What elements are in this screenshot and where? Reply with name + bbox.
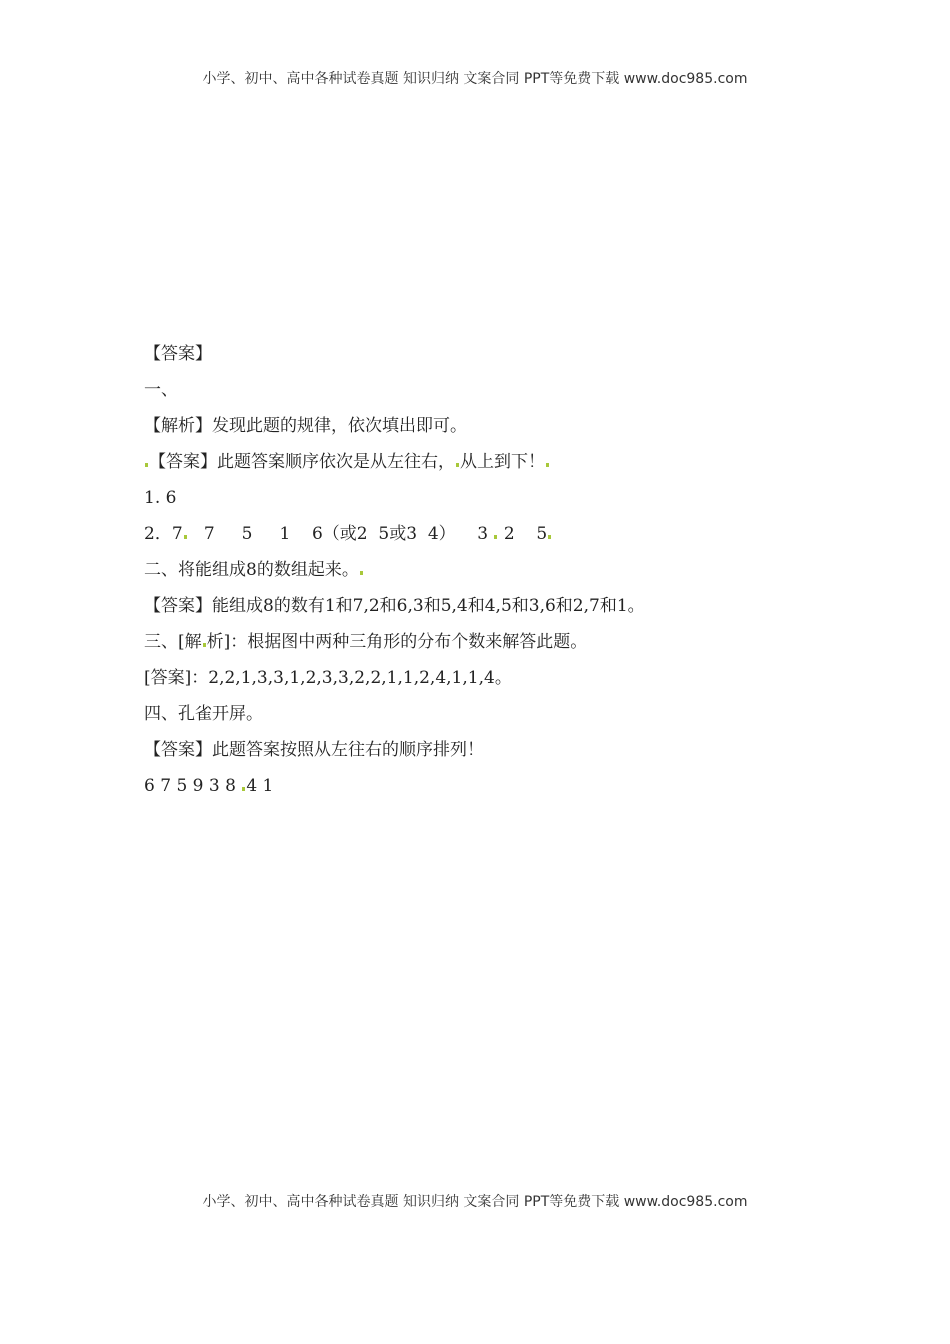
section-one-analysis: 【解析】发现此题的规律，依次填出即可。 [144, 416, 467, 436]
answer-heading: 【答案】 [144, 344, 212, 364]
answer-item-2: 2．7 7 5 1 6（或2 5或3 4） 3 2 5 [144, 520, 844, 556]
section-three-answer: [答案]：2,2,1,3,3,1,2,3,3,2,2,1,1,2,4,1,1,4。 [144, 668, 512, 688]
section-four-heading: 四、孔雀开屏。 [144, 704, 263, 724]
highlight-mark [546, 463, 549, 467]
section-three-analysis: 三、[解 析]：根据图中两种三角形的分布个数来解答此题。 [144, 632, 588, 652]
highlight-mark [456, 463, 459, 467]
highlight-mark [203, 643, 206, 647]
section-one-heading: 一、 [144, 380, 178, 400]
section-two-heading: 二、将能组成8的数组起来。 [144, 556, 844, 592]
section-four-answer: 【答案】此题答案按照从左往右的顺序排列！ [144, 740, 484, 760]
section-four-sequence: 6 7 5 9 3 8 4 1 [144, 776, 274, 796]
answer-content [144, 340, 844, 808]
page-header: 小学、初中、高中各种试卷真题 知识归纳 文案合同 PPT等免费下载 www.doc985.com [202, 71, 748, 87]
highlight-mark [242, 787, 245, 791]
section-two-answer: 【答案】能组成8的数有1和7,2和6,3和5,4和4,5和3,6和2,7和1。 [144, 596, 645, 616]
highlight-mark [145, 463, 148, 467]
highlight-mark [548, 535, 551, 539]
page-footer: 小学、初中、高中各种试卷真题 知识归纳 文案合同 PPT等免费下载 www.doc985.com [202, 1194, 748, 1210]
highlight-mark [184, 535, 187, 539]
highlight-mark [360, 571, 363, 575]
answer-item-1: 1. 6 [144, 488, 177, 508]
section-one-answer: 【答案】此题答案顺序依次是从左往右， 从上到下！ [144, 448, 844, 484]
